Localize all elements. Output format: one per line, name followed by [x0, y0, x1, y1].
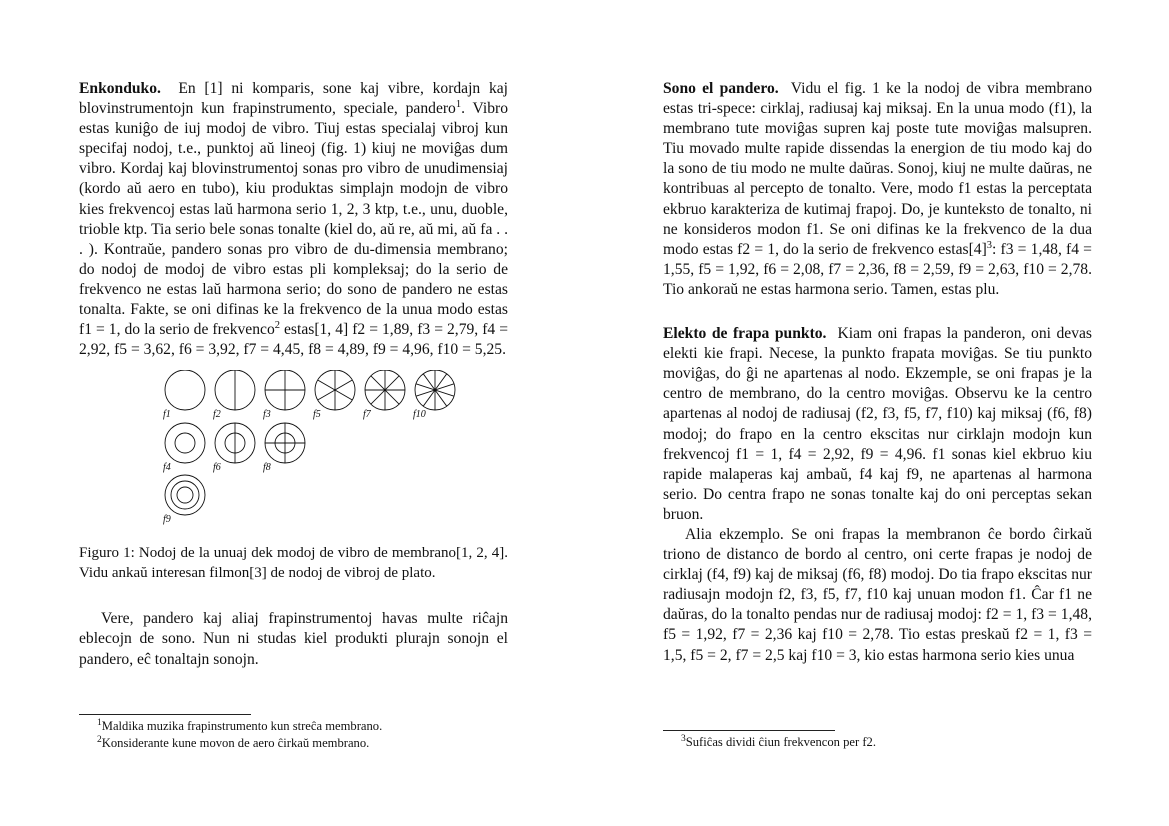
- footnote-3-text: Sufiĉas dividi ĉiun frekvencon per f2.: [685, 735, 876, 749]
- footnote-rule: [79, 714, 251, 715]
- footnote-2-mark: 2: [97, 734, 102, 745]
- footnote-1: [79, 718, 508, 735]
- mode-label-f9: f9: [163, 514, 171, 526]
- figure-caption: Figuro 1: Nodoj de la unuaj dek modoj de vibro de membrano[1, 2, 4]. Vidu ankaŭ interesan filmon[3] de nodoj de vibroj de plato.: [79, 545, 508, 582]
- mode-f4-ring-0: [175, 433, 195, 453]
- sono-text: Vidu el fig. 1 ke la nodoj de vibra membrano estas tri-spece: cirklaj, radiusaj kaj miksaj. En la unua modo (f1), la membrano tute moviĝas supren kaj poste tute moviĝas malsupren. Tiu movado multe rapide dissendas la energion de tiu modo kaj do la sono de tiu modo ne multe daŭras. Sonoj, kiuj ne multe daŭras, ne kontribuas al percepto de tonalto. Vere, modo f1 estas la perceptata ekbruo karakteriza de kutimaj frapoj. Do, je kunteksto de tonalto, ni ne konsideros modon f1. Se oni difinas ke la frekvenco de la dua modo estas f2 = 1, do la serio de frekvenco estas[4]: [663, 80, 1093, 258]
- sono-heading: Sono el pandero.: [663, 80, 779, 97]
- footnotes-left: [79, 714, 508, 752]
- mode-label-f7: f7: [363, 409, 371, 421]
- footnote-3: [663, 734, 1092, 751]
- frequency-values: f2 = 1,89, f3 = 2,79, f4 = 2,92, f5 = 3,62, f6 = 3,92, f7 = 4,45, f8 = 4,89, f9 = 4,96, f10 = 5,25.: [79, 321, 508, 359]
- f1-equation: f1 = 1: [79, 321, 117, 339]
- mode-label-f3: f3: [263, 409, 271, 421]
- elekto-heading: Elekto de frapa punkto.: [663, 325, 827, 343]
- footnote-3-mark: 3: [681, 733, 686, 744]
- mode-label-f8: f8: [263, 462, 271, 474]
- intro-text-3: , do la serio de frekvenco: [116, 321, 275, 339]
- mode-label-f1: f1: [163, 409, 171, 421]
- footnote-mark-1: 1: [455, 98, 462, 110]
- right-column: [663, 79, 1092, 666]
- footnote-mark-3: 3: [986, 239, 993, 251]
- mode-f1-outline: [165, 370, 205, 410]
- footnote-2-text: Konsiderante kune movon de aero ĉirkaŭ membrano.: [101, 736, 370, 750]
- intro-heading: Enkonduko.: [79, 80, 161, 97]
- mode-f9-ring-1: [177, 487, 193, 503]
- mode-label-f4: f4: [163, 462, 171, 474]
- intro-text-2: . Vibro estas kuniĝo de iuj modoj de vibro. Tiuj estas specialaj vibroj kun specifaj nodoj, t.e., punktoj aŭ lineoj (fig. 1) kiuj ne moviĝas dum vibro. Kordaj kaj blovinstrumentoj sonas pro vibro de unudimensiaj (kordo aŭ aero en tubo), kiu produktas simplajn modojn de vibro kies frekvencoj estas laŭ harmona serio 1, 2, 3 ktp, t.e., unu, duoble, trioble ktp. Tia serio bele sonas tonalte (kiel do, aŭ re, aŭ mi, aŭ fa . . . ). Kontraŭe, pandero sonas pro vibro de du-dimensia membrano; do nodoj de modoj de vibro estas pli kompleksaj; do la serio de frekvenco ne estas laŭ harmona serio; do sono de pandero ne estas tonalta. Fakte, se oni difinas ke la frekvenco de la unua modo estas: [79, 100, 508, 319]
- paragraph-2: Vere, pandero kaj aliaj frapinstrumentoj havas multe riĉajn eblecojn de sono. Nun ni studas kiel produkti plurajn sonojn el pandero, eĉ tonaltajn sonojn.: [79, 610, 508, 668]
- footnote-2: [79, 735, 508, 752]
- footnote-rule: [663, 730, 835, 731]
- footnote-1-text: Maldika muzika frapinstrumento kun streĉa membrano.: [101, 719, 383, 733]
- intro-text-1: En [1] ni komparis, sone kaj vibre, kordajn kaj blovinstrumentojn kun frapinstrumento, speciale, pandero: [79, 80, 509, 118]
- left-column: [79, 79, 508, 670]
- sono-paragraph: [663, 79, 1092, 300]
- mode-f9-ring-0: [171, 481, 199, 509]
- mode-f4-outline: [165, 423, 205, 463]
- paragraph-3: Alia ekzemplo. Se oni frapas la membranon ĉe bordo ĉirkaŭ triono de distanco de bordo al centro, oni certe frapas je nodoj de cirklaj (f4, f9) kaj de miksaj (f6, f8) modoj. Do tia frapo ekscitas nur radiusajn modojn f2, f3, f5, f7, f10 kaj unuan modon f1. Ĉar f1 ne daŭras, do la tonalto pendas nur de radiusaj modoj: f2 = 1, f3 = 1,48, f5 = 1,92, f7 = 2,36 kaj f10 = 2,78. Tio estas preskaŭ f2 = 1, f3 = 1,5, f5 = 2, f7 = 2,5 kaj f10 = 3, kio estas harmona serio kies unua: [663, 525, 1092, 664]
- mode-label-f10: f10: [413, 409, 426, 421]
- footnote-1-mark: 1: [97, 717, 102, 728]
- elekto-paragraph: [663, 324, 1092, 525]
- intro-text-4: estas[1, 4]: [280, 321, 353, 339]
- mode-label-f6: f6: [213, 462, 221, 474]
- intro-paragraph: [79, 79, 508, 360]
- footnotes-right: [663, 730, 1092, 751]
- sono-text-2: : f3 = 1,48, f4 = 1,55, f5 = 1,92, f6 = 2,08, f7 = 2,36, f8 = 2,59, f9 = 2,63, f10 = 2,78. Tio ankoraŭ ne estas harmona serio. Tamen, estas plu.: [663, 240, 1092, 298]
- mode-label-f5: f5: [313, 409, 321, 421]
- mode-label-f2: f2: [213, 409, 221, 421]
- footnote-mark-2: 2: [274, 319, 280, 331]
- vibration-modes-diagram: [159, 370, 469, 525]
- figure-1: [79, 370, 508, 525]
- elekto-text: Kiam oni frapas la panderon, oni devas elekti kie frapi. Necese, la punkto frapata moviĝas. Se tiu punkto moviĝas, do ĝi ne apartenas al nodo. Ekzemple, se oni frapas je la centro de membrano, do la centro moviĝas. Observu ke la centro apartenas al nodoj de radiusaj (f2, f3, f5, f7, f10) kaj miksaj (f6, f8) modoj; do frapo en la centro ekscitas nur cirklajn modojn kun frekvencoj f1 = 1, f4 = 2,92, f9 = 4,96. f1 sonas kiel ekbruo kiu rapide malaperas kaj ambaŭ, f4 kaj f9, ne apartenas al harmona serio. Do centra frapo ne sonas tonalte kaj do oni perceptas sekan bruon.: [663, 325, 1092, 523]
